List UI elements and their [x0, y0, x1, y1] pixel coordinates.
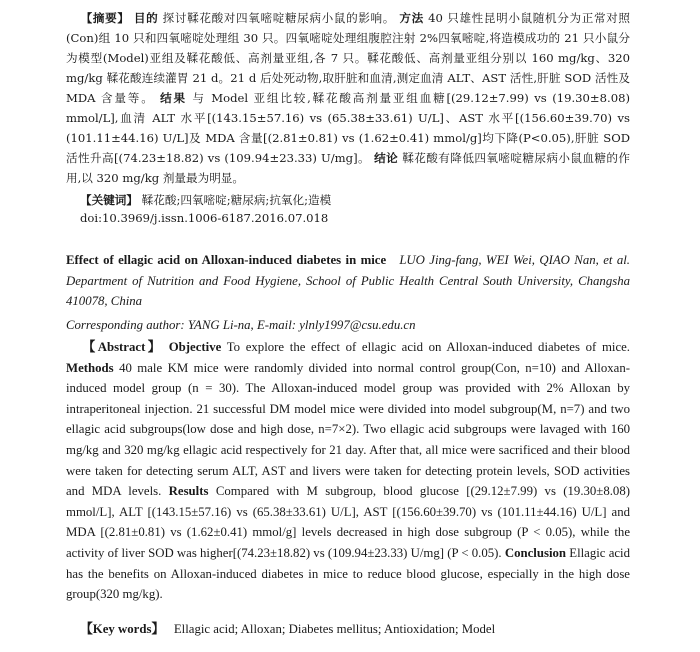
chinese-abstract [66, 8, 630, 188]
zh-objective-text: 探讨鞣花酸对四氧嘧啶糖尿病小鼠的影响。 [162, 11, 396, 25]
english-keywords [66, 619, 630, 640]
zh-keywords-text: 鞣花酸;四氧嘧啶;糖尿病;抗氧化;造模 [141, 193, 332, 207]
corresponding-author-line [66, 315, 630, 336]
zh-results-text: 与 Model 亚组比较,鞣花酸高剂量亚组血糖[(29.12±7.99) vs (19.30±8.08) mmol/L],血清 ALT 水平[(143.15±57.16) vs (65.38±33.61) U/L]、AST 水平[(156.60±39.70) vs (101.11±44.16) U/L]及 MDA 含量[(2.81±0.81) vs (1.62±0.41) mmol/g]均下降(P<0.05),肝脏 SOD 活性升高[(74.23±18.82) vs (109.94±23.33) U/mg]。 [66, 91, 630, 165]
chinese-keywords [66, 190, 630, 210]
corresponding-author: Corresponding author: YANG Li-na, E-mail: ylnly1997@csu.edu.cn [66, 318, 416, 332]
zh-objective-label: 目的 [133, 11, 159, 25]
en-methods-label: Methods [66, 360, 114, 375]
en-results-text: Compared with M subgroup, blood glucose [(29.12±7.99) vs (19.30±8.08) mmol/L], ALT [(143.15±57.16) vs (65.38±33.61) U/L], AST [(156.60±39.70) vs (101.11±44.16) U/L] and MDA [(2.81±0.81) vs (1.62±0.41) mmol/g] levels decreased in high dose subgroup (P < 0.05), while the activity of liver SOD was higher[(74.23±18.82) vs (109.94±23.33) U/mg] (P < 0.05). [66, 484, 630, 560]
en-conclusion-text: Ellagic acid has the benefits on Alloxan-induced diabetes in mice to reduce blood glucose, especially in the high dose group(320 mg/kg). [66, 545, 631, 602]
en-objective-label: Objective [168, 340, 222, 354]
en-methods-text: 40 male KM mice were randomly divided into normal control group(Con, n=10) and Alloxan-induced model group (n = 30). The Alloxan-induced model group was provided with 2% Alloxan by intraperitoneal injection. 21 successful DM model mice were divided into model subgroup(M, n=7) and two ellagic acid subgroups(low dose and high dose, n=7×2). Two ellagic acid subgroups were lavaged with 160 mg/kg and 320 mg/kg ellagic acid respectively for 21 day. After that, all mice were sacrificed and their blood were taken for detecting serum ALT, AST and livers were taken for detecting protein levels, SOD activities and MDA levels. [66, 360, 630, 499]
zh-conclusion-label: 结论 [374, 151, 399, 165]
zh-abstract-label: 【摘要】 [80, 11, 130, 25]
english-authors: LUO Jing-fang, WEI Wei, QIAO Nan, et al. [399, 253, 630, 267]
english-affiliation: Department of Nutrition and Food Hygiene, School of Public Health Central South University, Changsha 410078, China [66, 273, 630, 309]
en-keywords-label: 【Key words】 [80, 622, 165, 636]
en-keywords-text: Ellagic acid; Alloxan; Diabetes mellitus; Antioxidation; Model [173, 622, 496, 636]
en-abstract-label: 【Abstract】 [80, 340, 164, 354]
english-abstract [66, 337, 630, 605]
en-conclusion-label: Conclusion [504, 545, 567, 560]
zh-conclusion-text: 鞣花酸有降低四氧嘧啶糖尿病小鼠血糖的作用,以 320 mg/kg 剂量最为明显。 [66, 151, 630, 185]
en-results-label: Results [168, 484, 209, 499]
zh-methods-text: 40 只雄性昆明小鼠随机分为正常对照(Con)组 10 只和四氧嘧啶处理组 30 只。四氧嘧啶处理组腹腔注射 2%四氧嘧啶,将造模成功的 21 只小鼠分为模型(Model)亚组及鞣花酸低、高剂量亚组,各 7 只。鞣花酸低、高剂量亚组分别以 160 mg/kg、320 mg/kg 鞣花酸连续灌胃 21 d。21 d 后处死动物,取肝脏和血清,测定血清 ALT、AST 活性,肝脏 SOD 活性及 MDA 含量等。 [66, 11, 630, 105]
en-objective-text: To explore the effect of ellagic acid on Alloxan-induced diabetes of mice. [226, 340, 631, 354]
english-title-block [66, 250, 630, 312]
zh-keywords-label: 【关键词】 [80, 193, 138, 207]
doi-text: doi:10.3969/j.issn.1006-6187.2016.07.018 [80, 211, 329, 225]
english-title: Effect of ellagic acid on Alloxan-induced diabetes in mice [66, 253, 387, 267]
doi-line [66, 211, 630, 225]
zh-results-label: 结果 [160, 91, 187, 105]
zh-methods-label: 方法 [399, 11, 424, 25]
